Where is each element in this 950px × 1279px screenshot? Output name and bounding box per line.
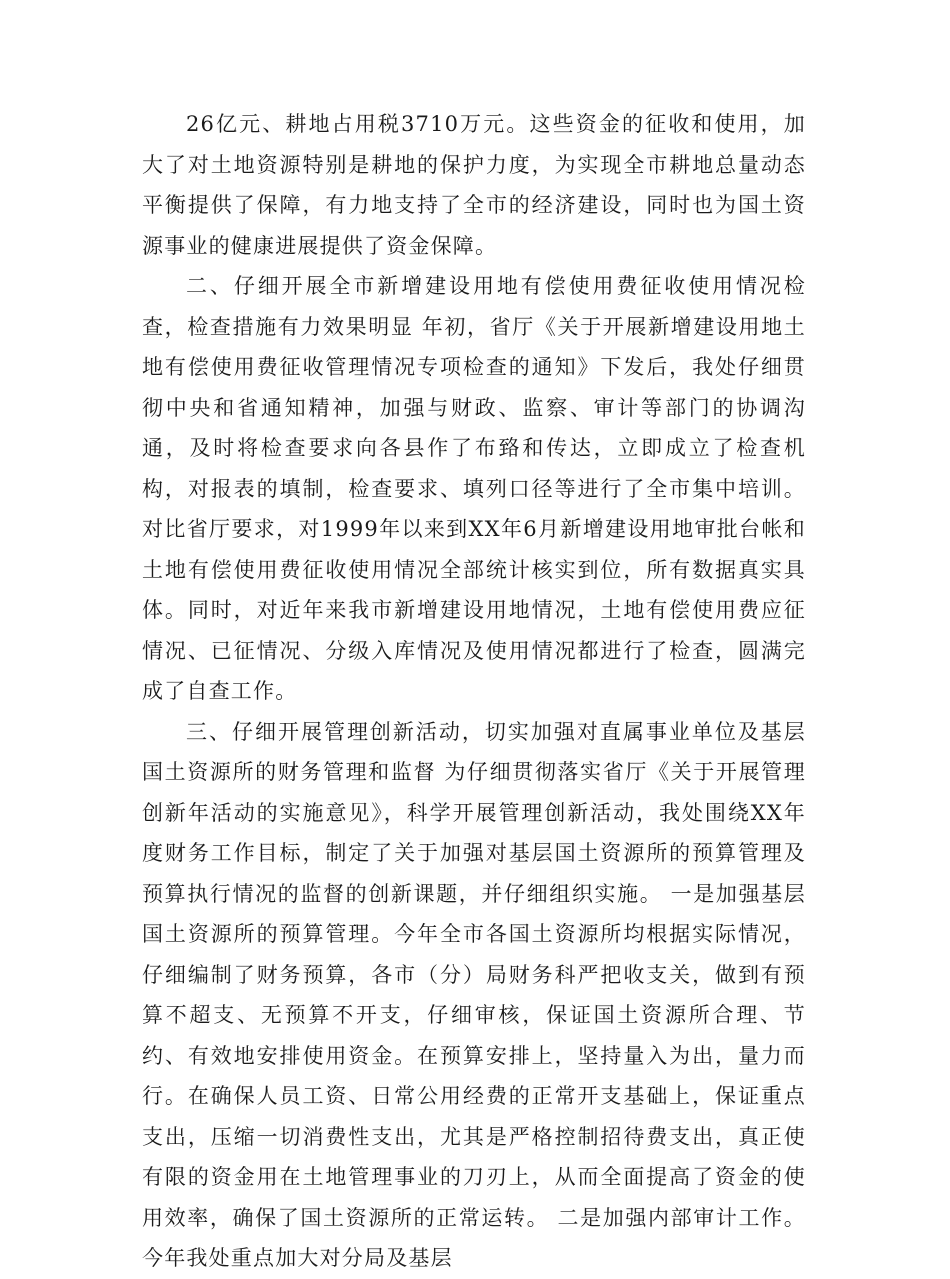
paragraph-land-fee-inspection: 二、仔细开展全市新增建设用地有偿使用费征收使用情况检查，检查措施有力效果明显 年初，省厅《关于开展新增建设用地土地有偿使用费征收管理情况专项检查的通知》下发后，我处仔细贯彻中央和省通知精神，加强与财政、监察、审计等部门的协调沟通，及时将检查要求向各县作了布臵和传达，立即成立了检查机构，对报表的填制，检查要求、填列口径等进行了全市集中培训。对比省厅要求，对1999年以来到XX年6月新增建设用地审批台帐和土地有偿使用费征收使用情况全部统计核实到位，所有数据真实具体。同时，对近年来我市新增建设用地情况，土地有偿使用费应征情况、已征情况、分级入库情况及使用情况都进行了检查，圆满完成了自查工作。 bbox=[142, 274, 806, 703]
paragraph-funds-usage: 26亿元、耕地占用税3710万元。这些资金的征收和使用，加大了对土地资源特别是耕地的保护力度，为实现全市耕地总量动态平衡提供了保障，有力地支持了全市的经济建设，同时也为国土资源事业的健康进展提供了资金保障。 bbox=[142, 112, 806, 258]
paragraph-management-innovation: 三、仔细开展管理创新活动，切实加强对直属事业单位及基层国土资源所的财务管理和监督 为仔细贯彻落实省厅《关于开展管理创新年活动的实施意见》，科学开展管理创新活动，我处围绕XX年度财务工作目标，制定了关于加强对基层国土资源所的预算管理及预算执行情况的监督的创新课题，并仔细组织实施。 一是加强基层国土资源所的预算管理。今年全市各国土资源所均根据实际情况，仔细编制了财务预算，各市（分）局财务科严把收支关，做到有预算不超支、无预算不开支，仔细审核，保证国土资源所合理、节约、有效地安排使用资金。在预算安排上，坚持量入为出，量力而行。在确保人员工资、日常公用经费的正常开支基础上，保证重点支出，压缩一切消费性支出，尤其是严格控制招待费支出，真正使有限的资金用在土地管理事业的刀刃上，从而全面提高了资金的使用效率，确保了国土资源所的正常运转。 二是加强内部审计工作。今年我处重点加大对分局及基层 bbox=[142, 719, 806, 1270]
document-body bbox=[142, 104, 806, 1279]
